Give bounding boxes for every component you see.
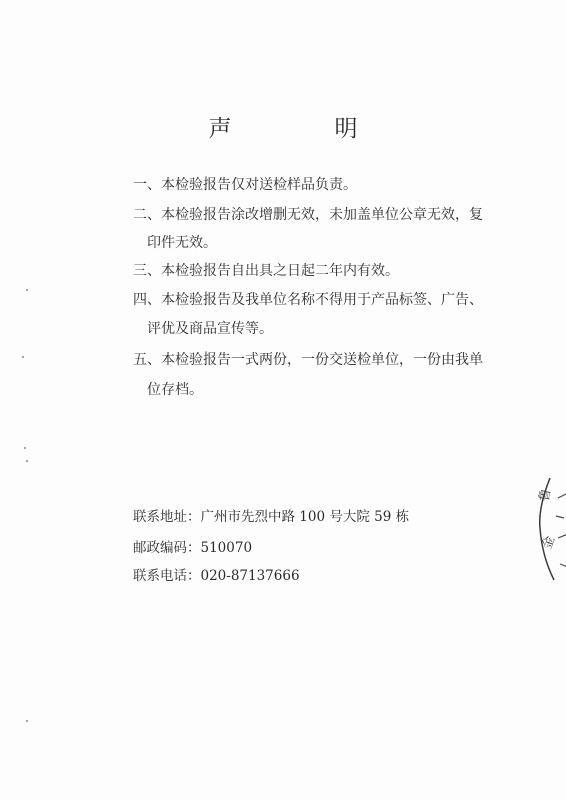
stamp-fragment (536, 468, 566, 588)
svg-text:金: 金 (539, 534, 559, 552)
scan-speck (26, 720, 28, 722)
contact-postcode-value: 510070 (200, 540, 253, 556)
contact-phone-label: 联系电话： (133, 568, 201, 584)
contact-postcode (133, 538, 252, 558)
statement-4-line-2: 评优及商品宣传等。 (147, 321, 273, 337)
statement-5-line-2: 位存档。 (147, 382, 203, 398)
contact-address-label: 联系地址： (133, 509, 201, 525)
contact-phone-value: 020-87137666 (200, 568, 300, 584)
page-title: 声 明 (208, 116, 398, 142)
contact-address (133, 507, 409, 527)
statement-5-line-1: 五、本检验报告一式两份，一份交送检单位，一份由我单 (133, 352, 483, 368)
contact-postcode-label: 邮政编码： (133, 540, 201, 556)
scan-speck (24, 447, 26, 449)
contact-phone (133, 566, 300, 586)
svg-text:鲁: 鲁 (537, 487, 555, 503)
statement-3-line-1: 三、本检验报告自出具之日起二年内有效。 (133, 263, 399, 279)
statement-4-line-1: 四、本检验报告及我单位名称不得用于产品标签、广告、 (133, 292, 483, 308)
contact-address-value: 广州市先烈中路 100 号大院 59 栋 (200, 509, 410, 525)
statement-1-line-1: 一、本检验报告仅对送检样品负责。 (133, 177, 357, 193)
statement-2-line-2: 印件无效。 (147, 235, 217, 251)
statement-2-line-1: 二、本检验报告涂改增删无效，未加盖单位公章无效，复 (133, 207, 483, 223)
scan-speck (22, 356, 24, 358)
scan-speck (26, 460, 28, 462)
scan-speck (26, 289, 28, 291)
